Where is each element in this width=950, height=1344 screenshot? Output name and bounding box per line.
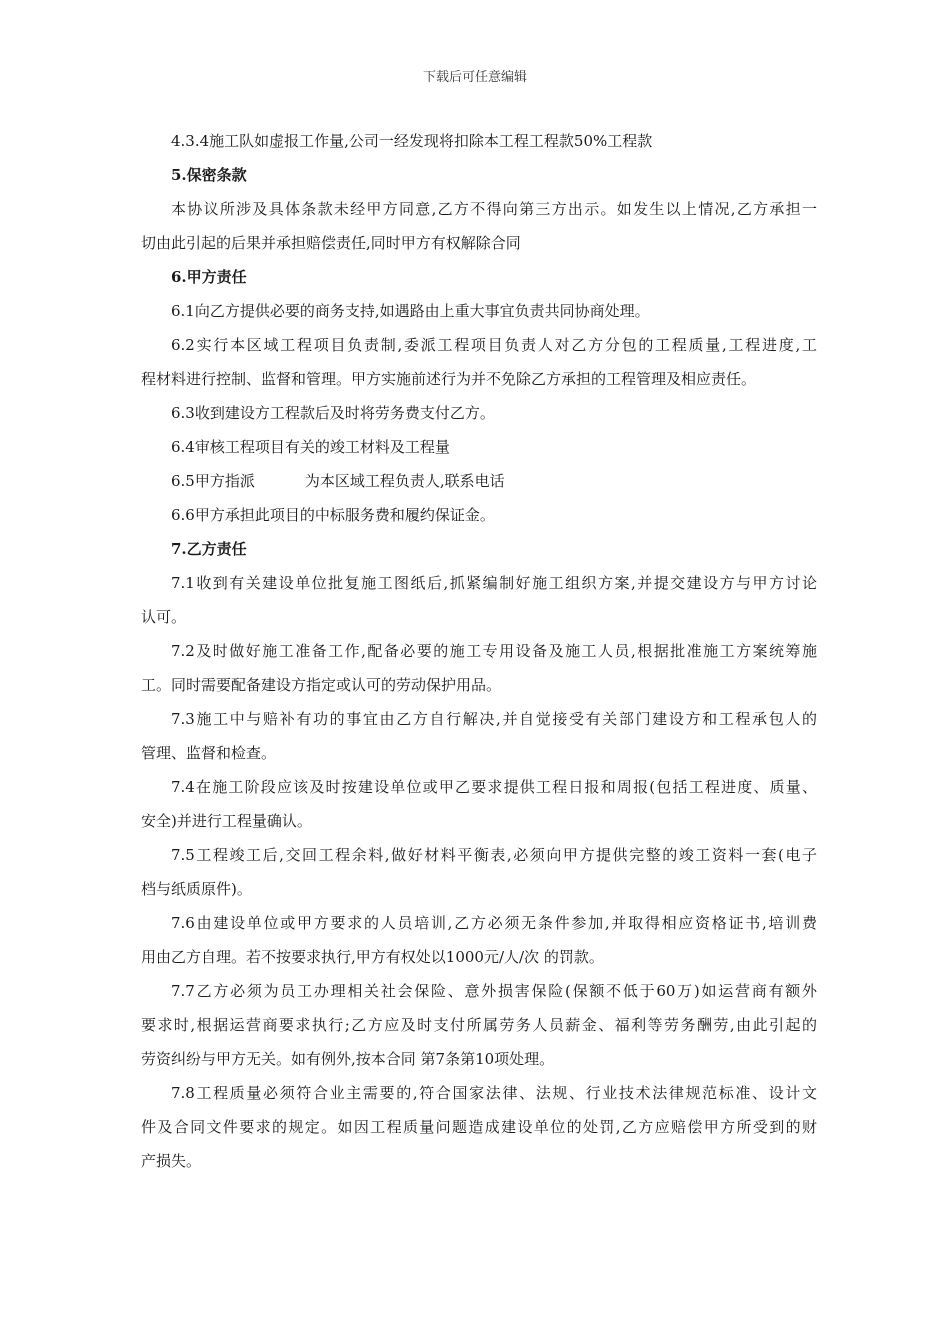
paragraph-line: 本协议所涉及具体条款未经甲方同意,乙方不得向第三方出示。如发生以上情况,乙方承担一 (171, 200, 817, 218)
paragraph-line: 要求时,根据运营商要求执行;乙方应及时支付所属劳务人员薪金、福利等劳务酬劳,由此引起的 (141, 1016, 817, 1034)
clause-6-5-part-b: 为本区域工程负责人,联系电话 (304, 472, 505, 490)
page-header: 下载后可任意编辑 (422, 70, 527, 85)
paragraph-line: 用由乙方自理。若不按要求执行,甲方有权处以1000元/人/次 的罚款。 (141, 948, 604, 966)
paragraph-line: 档与纸质原件)。 (141, 880, 252, 898)
paragraph-line: 管理、监督和检查。 (141, 744, 277, 762)
clause-6-1: 6.1向乙方提供必要的商务支持,如遇路由上重大事宜负责共同协商处理。 (171, 302, 650, 320)
section-heading-party-b: 7.乙方责任 (171, 540, 247, 558)
clause-7-4: 7.4在施工阶段应该及时按建设单位或甲乙要求提供工程日报和周报(包括工程进度、质量、 (171, 778, 817, 796)
clause-6-6: 6.6甲方承担此项目的中标服务费和履约保证金。 (171, 506, 495, 524)
clause-7-2: 7.2及时做好施工准备工作,配备必要的施工专用设备及施工人员,根据批准施工方案统筹施 (171, 642, 817, 660)
clause-7-6: 7.6由建设单位或甲方要求的人员培训,乙方必须无条件参加,并取得相应资格证书,培训费 (171, 914, 817, 932)
paragraph-line: 劳资纠纷与甲方无关。如有例外,按本合同 第7条第10项处理。 (141, 1050, 555, 1068)
paragraph-line: 件及合同文件要求的规定。如因工程质量问题造成建设单位的处罚,乙方应赔偿甲方所受到的财 (141, 1118, 817, 1136)
clause-6-4: 6.4审核工程项目有关的竣工材料及工程量 (171, 438, 450, 456)
paragraph-line: 认可。 (141, 608, 187, 626)
paragraph-line: 程材料进行控制、监督和管理。甲方实施前述行为并不免除乙方承担的工程管理及相应责任。 (141, 370, 757, 388)
document-body (141, 124, 817, 1178)
clause-4-3-4: 4.3.4施工队如虚报工作量,公司一经发现将扣除本工程工程款50%工程款 (171, 132, 653, 150)
clause-7-8: 7.8工程质量必须符合业主需要的,符合国家法律、法规、行业技术法律规范标准、设计文 (171, 1084, 817, 1102)
clause-7-1: 7.1收到有关建设单位批复施工图纸后,抓紧编制好施工组织方案,并提交建设方与甲方讨论 (171, 574, 817, 592)
paragraph-line: 切由此引起的后果并承担赔偿责任,同时甲方有权解除合同 (141, 234, 521, 252)
paragraph-line: 工。同时需要配备建设方指定或认可的劳动保护用品。 (141, 676, 502, 694)
clause-6-5-part-a: 6.5甲方指派 (171, 472, 255, 490)
clause-7-5: 7.5工程竣工后,交回工程余料,做好材料平衡表,必须向甲方提供完整的竣工资料一套(电子 (171, 846, 817, 864)
clause-6-2: 6.2实行本区域工程项目负责制,委派工程项目负责人对乙方分包的工程质量,工程进度,工 (171, 336, 817, 354)
clause-6-5 (141, 464, 817, 498)
section-heading-party-a: 6.甲方责任 (171, 268, 247, 286)
paragraph-line: 安全)并进行工程量确认。 (141, 812, 312, 830)
section-heading-confidentiality: 5.保密条款 (171, 166, 247, 184)
clause-7-7: 7.7乙方必须为员工办理相关社会保险、意外损害保险(保额不低于60万)如运营商有额外 (171, 982, 817, 1000)
clause-6-3: 6.3收到建设方工程款后及时将劳务费支付乙方。 (171, 404, 495, 422)
paragraph-line: 产损失。 (141, 1152, 202, 1170)
clause-7-3: 7.3施工中与赔补有功的事宜由乙方自行解决,并自觉接受有关部门建设方和工程承包人的 (171, 710, 817, 728)
